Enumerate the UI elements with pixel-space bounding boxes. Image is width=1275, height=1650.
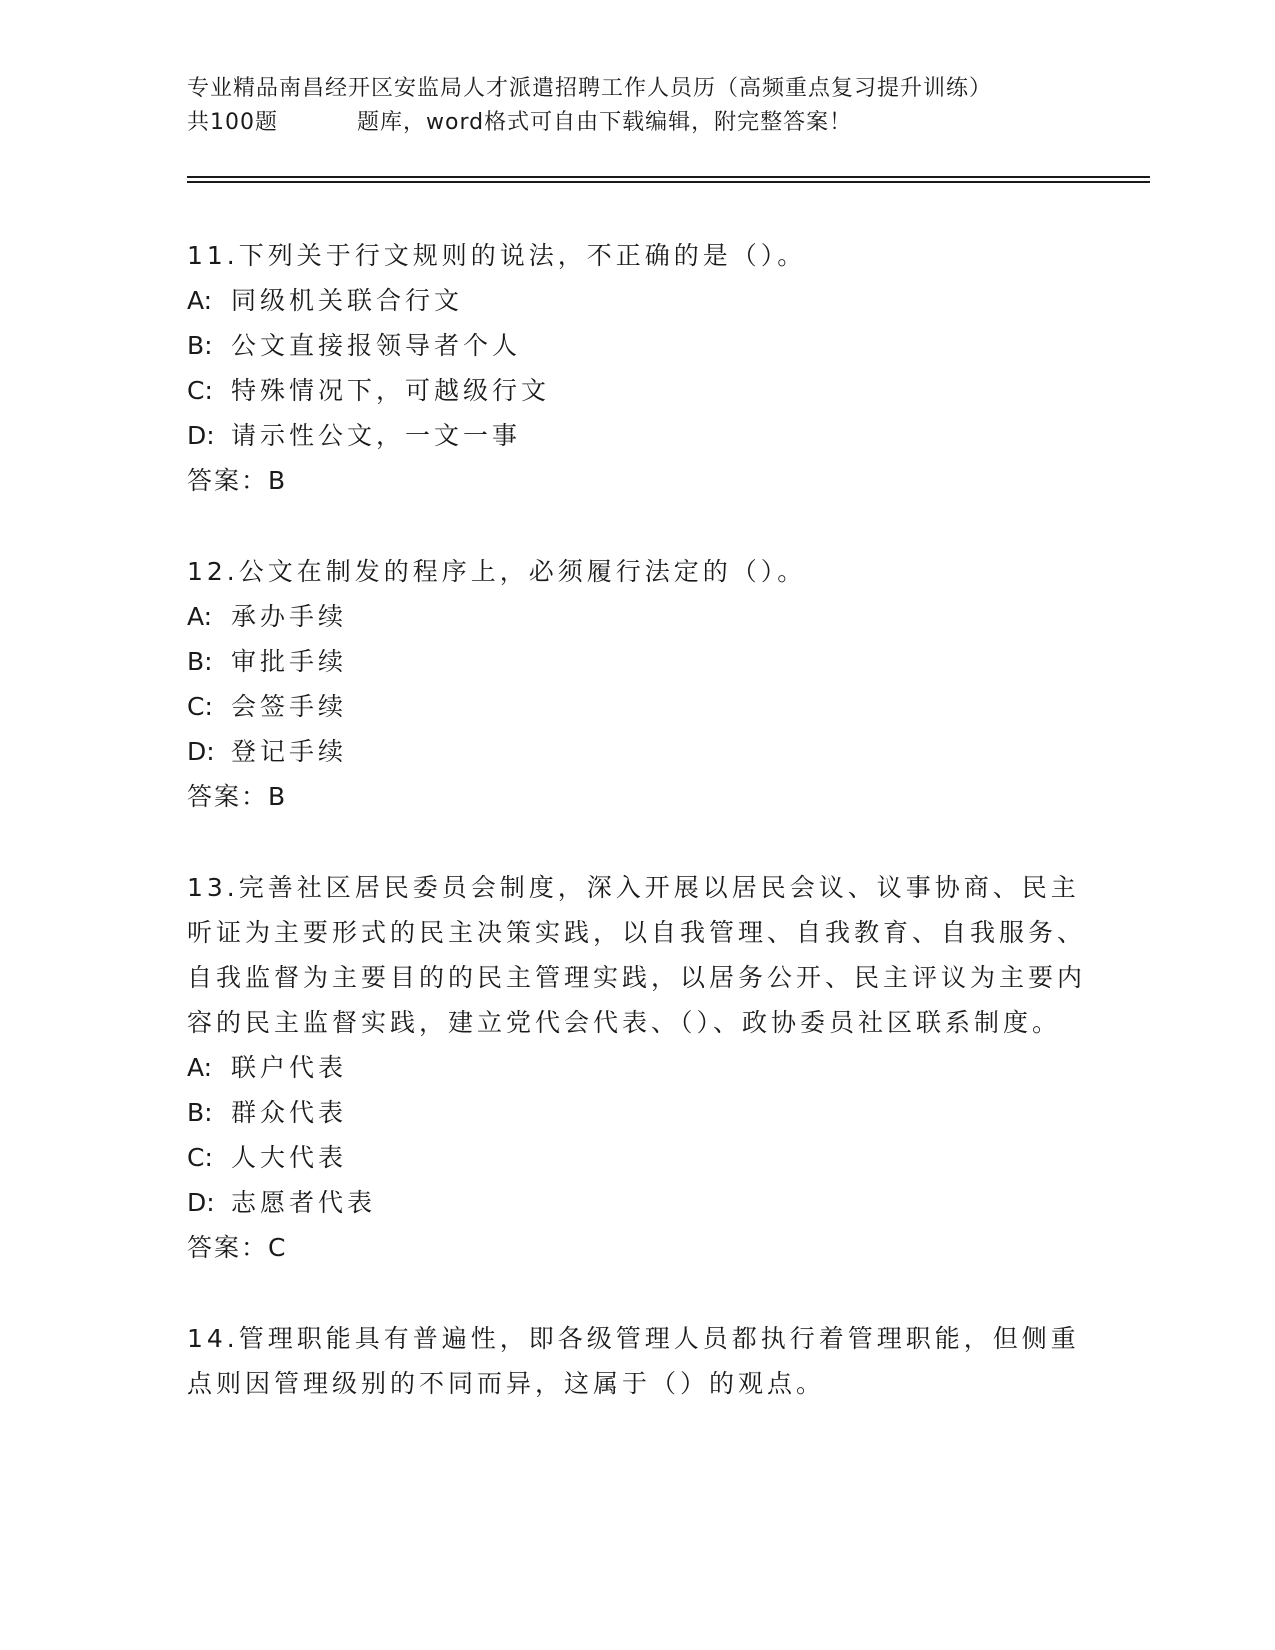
option-text: 人大代表 — [231, 1143, 348, 1172]
question-14 — [187, 1316, 1087, 1406]
option-b — [187, 323, 1087, 368]
question-count: 共100题 — [187, 110, 278, 135]
option-letter: D: — [187, 421, 215, 450]
option-b — [187, 639, 1087, 684]
option-letter: B: — [187, 647, 213, 676]
option-d — [187, 413, 1087, 458]
option-letter: B: — [187, 331, 213, 360]
option-text: 公文直接报领导者个人 — [231, 331, 522, 360]
option-letter: C: — [187, 376, 213, 405]
option-d — [187, 1180, 1087, 1225]
option-text: 特殊情况下，可越级行文 — [231, 376, 551, 405]
option-c — [187, 368, 1087, 413]
header-divider-top — [187, 176, 1150, 178]
header-divider-bottom — [187, 181, 1150, 183]
option-text: 志愿者代表 — [231, 1188, 377, 1217]
question-12 — [187, 549, 1087, 819]
option-text: 会签手续 — [231, 692, 348, 721]
option-letter: A: — [187, 602, 213, 631]
option-letter: A: — [187, 1053, 213, 1082]
option-text: 联户代表 — [231, 1053, 348, 1082]
option-c — [187, 1135, 1087, 1180]
option-text: 登记手续 — [231, 737, 348, 766]
option-d — [187, 729, 1087, 774]
option-c — [187, 684, 1087, 729]
option-letter: C: — [187, 692, 213, 721]
option-text: 同级机关联合行文 — [231, 286, 464, 315]
answer-line: 答案：B — [187, 782, 288, 811]
question-11 — [187, 233, 1087, 503]
option-text: 承办手续 — [231, 602, 348, 631]
option-a — [187, 1045, 1087, 1090]
option-a — [187, 594, 1087, 639]
option-letter: A: — [187, 286, 213, 315]
option-a — [187, 278, 1087, 323]
document-title: 专业精品南昌经开区安监局人才派遣招聘工作人员历（高频重点复习提升训练） — [187, 76, 993, 101]
option-b — [187, 1090, 1087, 1135]
option-letter: B: — [187, 1098, 213, 1127]
document-header — [187, 72, 1087, 140]
question-stem: 11.下列关于行文规则的说法，不正确的是（）。 — [187, 241, 807, 270]
option-letter: D: — [187, 737, 215, 766]
document-subtitle — [187, 106, 1087, 140]
document-description: 题库，word格式可自由下载编辑，附完整答案！ — [357, 110, 853, 135]
option-text: 请示性公文，一文一事 — [231, 421, 522, 450]
answer-line: 答案：B — [187, 466, 288, 495]
answer-line: 答案：C — [187, 1233, 288, 1262]
question-stem: 12.公文在制发的程序上，必须履行法定的（）。 — [187, 557, 807, 586]
option-text: 群众代表 — [231, 1098, 348, 1127]
option-letter: D: — [187, 1188, 215, 1217]
option-text: 审批手续 — [231, 647, 348, 676]
question-stem: 14.管理职能具有普遍性，即各级管理人员都执行着管理职能，但侧重点则因管理级别的不同而异，这属于（）的观点。 — [187, 1324, 1080, 1398]
question-13 — [187, 865, 1087, 1270]
option-letter: C: — [187, 1143, 213, 1172]
question-stem: 13.完善社区居民委员会制度，深入开展以居民会议、议事协商、民主听证为主要形式的民主决策实践，以自我管理、自我教育、自我服务、自我监督为主要目的的民主管理实践，以居务公开、民主评议为主要内容的民主监督实践，建立党代会代表、（）、政协委员社区联系制度。 — [187, 873, 1087, 1037]
question-list — [187, 233, 1087, 1452]
